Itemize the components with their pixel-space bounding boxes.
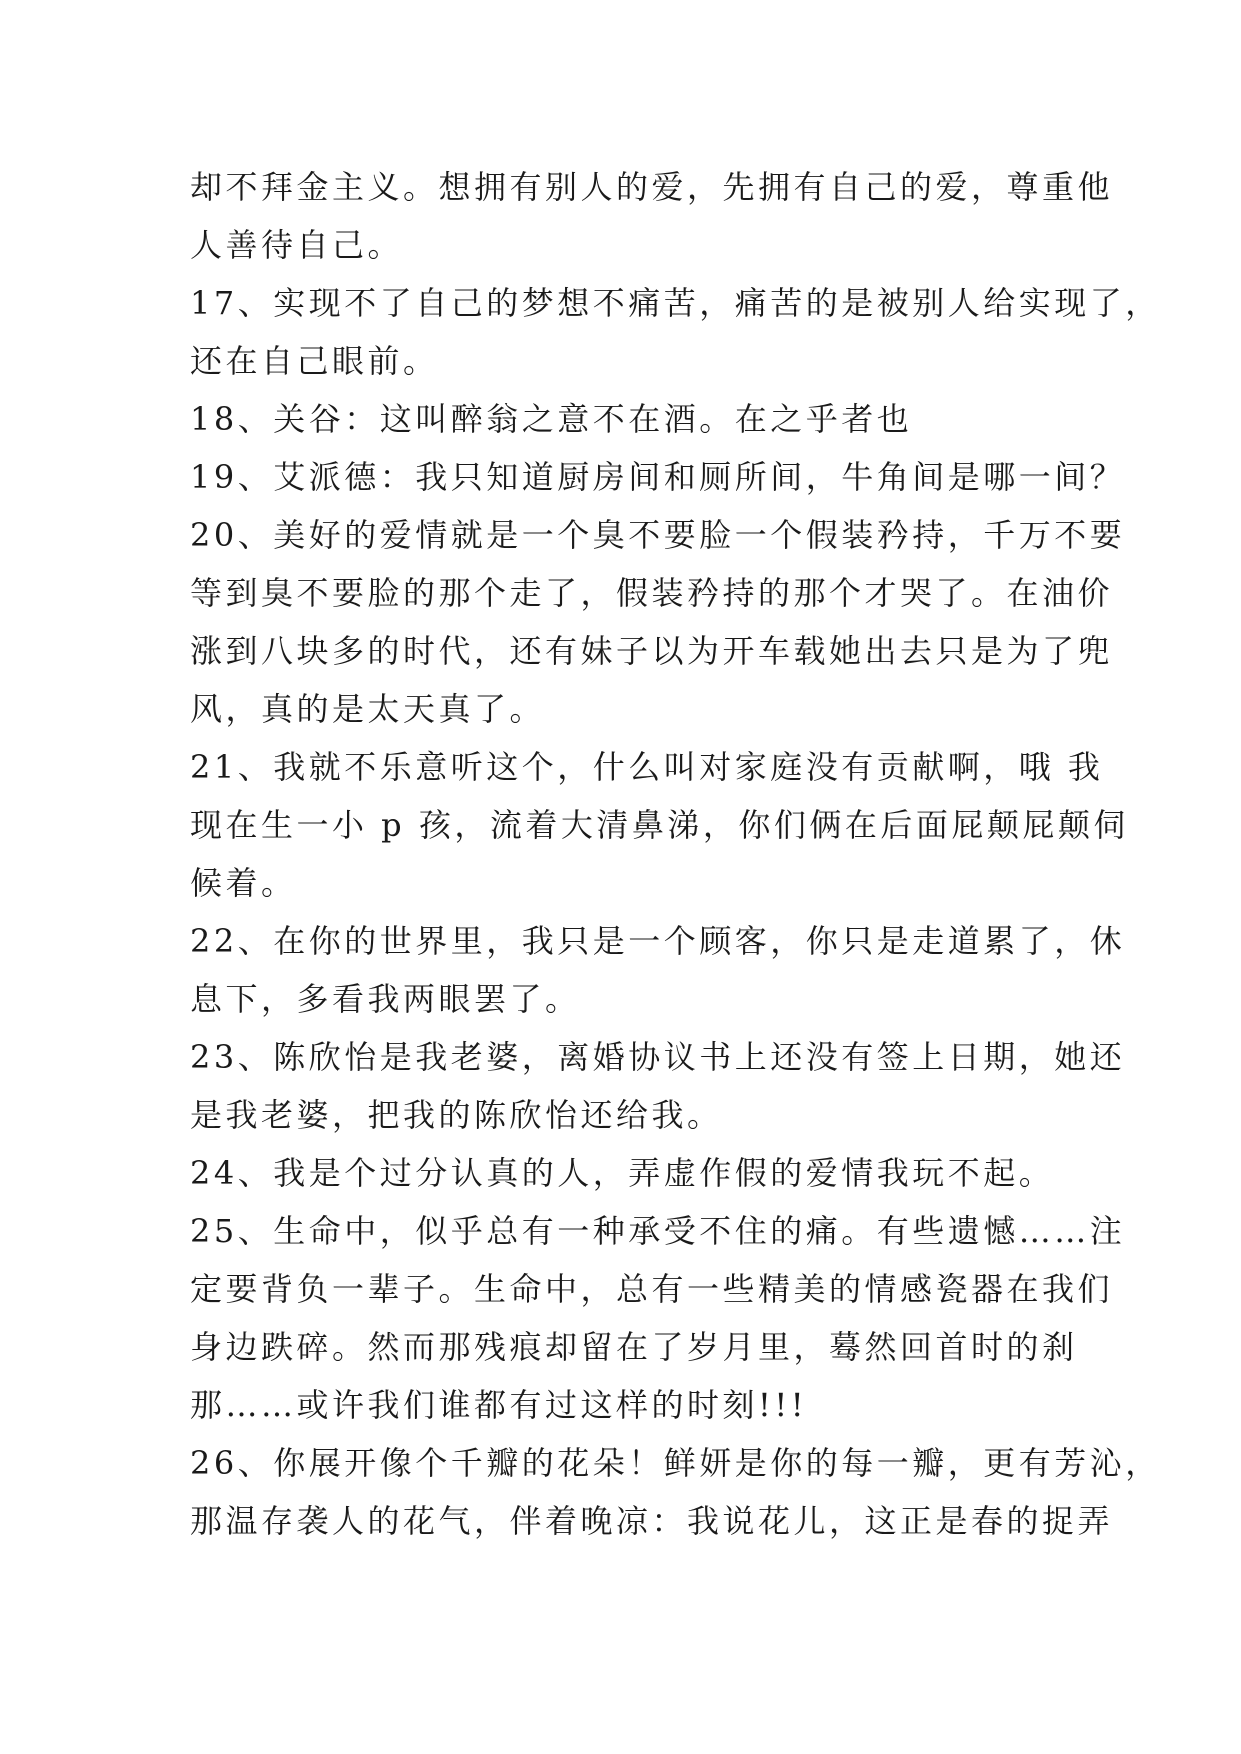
document-body-text [190,158,1161,1550]
text-line: 身边跌碎。然而那残痕却留在了岁月里，蓦然回首时的刹 [190,1328,1078,1366]
text-line: 25、生命中，似乎总有一种承受不住的痛。有些遗憾……注 [190,1212,1126,1250]
text-line: 等到臭不要脸的那个走了，假装矜持的那个才哭了。在油价 [190,574,1114,612]
text-line: 那……或许我们谁都有过这样的时刻!!! [190,1386,808,1424]
text-line: 26、你展开像个千瓣的花朵！鲜妍是你的每一瓣，更有芳沁， [190,1444,1161,1482]
text-line: 24、我是个过分认真的人，弄虚作假的爱情我玩不起。 [190,1154,1055,1192]
text-line: 22、在你的世界里，我只是一个顾客，你只是走道累了，休 [190,922,1126,960]
text-line: 17、实现不了自己的梦想不痛苦，痛苦的是被别人给实现了， [190,284,1161,322]
text-line: 20、美好的爱情就是一个臭不要脸一个假装矜持，千万不要 [190,516,1126,554]
text-line: 18、关谷：这叫醉翁之意不在酒。在之乎者也 [190,400,913,438]
text-line: 息下，多看我两眼罢了。 [190,980,581,1018]
text-line: 风，真的是太天真了。 [190,690,546,728]
text-line: 却不拜金主义。想拥有别人的爱，先拥有自己的爱，尊重他 [190,168,1114,206]
text-line: 还在自己眼前。 [190,342,439,380]
text-line: 19、艾派德：我只知道厨房间和厕所间，牛角间是哪一间？ [190,458,1126,496]
text-line: 是我老婆，把我的陈欣怡还给我。 [190,1096,723,1134]
text-line: 定要背负一辈子。生命中，总有一些精美的情感瓷器在我们 [190,1270,1114,1308]
text-line: 那温存袭人的花气，伴着晚凉：我说花儿，这正是春的捉弄 [190,1502,1114,1540]
text-line: 现在生一小 p 孩，流着大清鼻涕，你们俩在后面屁颠屁颠伺 [190,806,1129,844]
text-line: 人善待自己。 [190,226,404,264]
text-line: 23、陈欣怡是我老婆，离婚协议书上还没有签上日期，她还 [190,1038,1126,1076]
text-line: 候着。 [190,864,297,902]
text-line: 21、我就不乐意听这个，什么叫对家庭没有贡献啊，哦 我 [190,748,1104,786]
text-line: 涨到八块多的时代，还有妹子以为开车载她出去只是为了兜 [190,632,1114,670]
